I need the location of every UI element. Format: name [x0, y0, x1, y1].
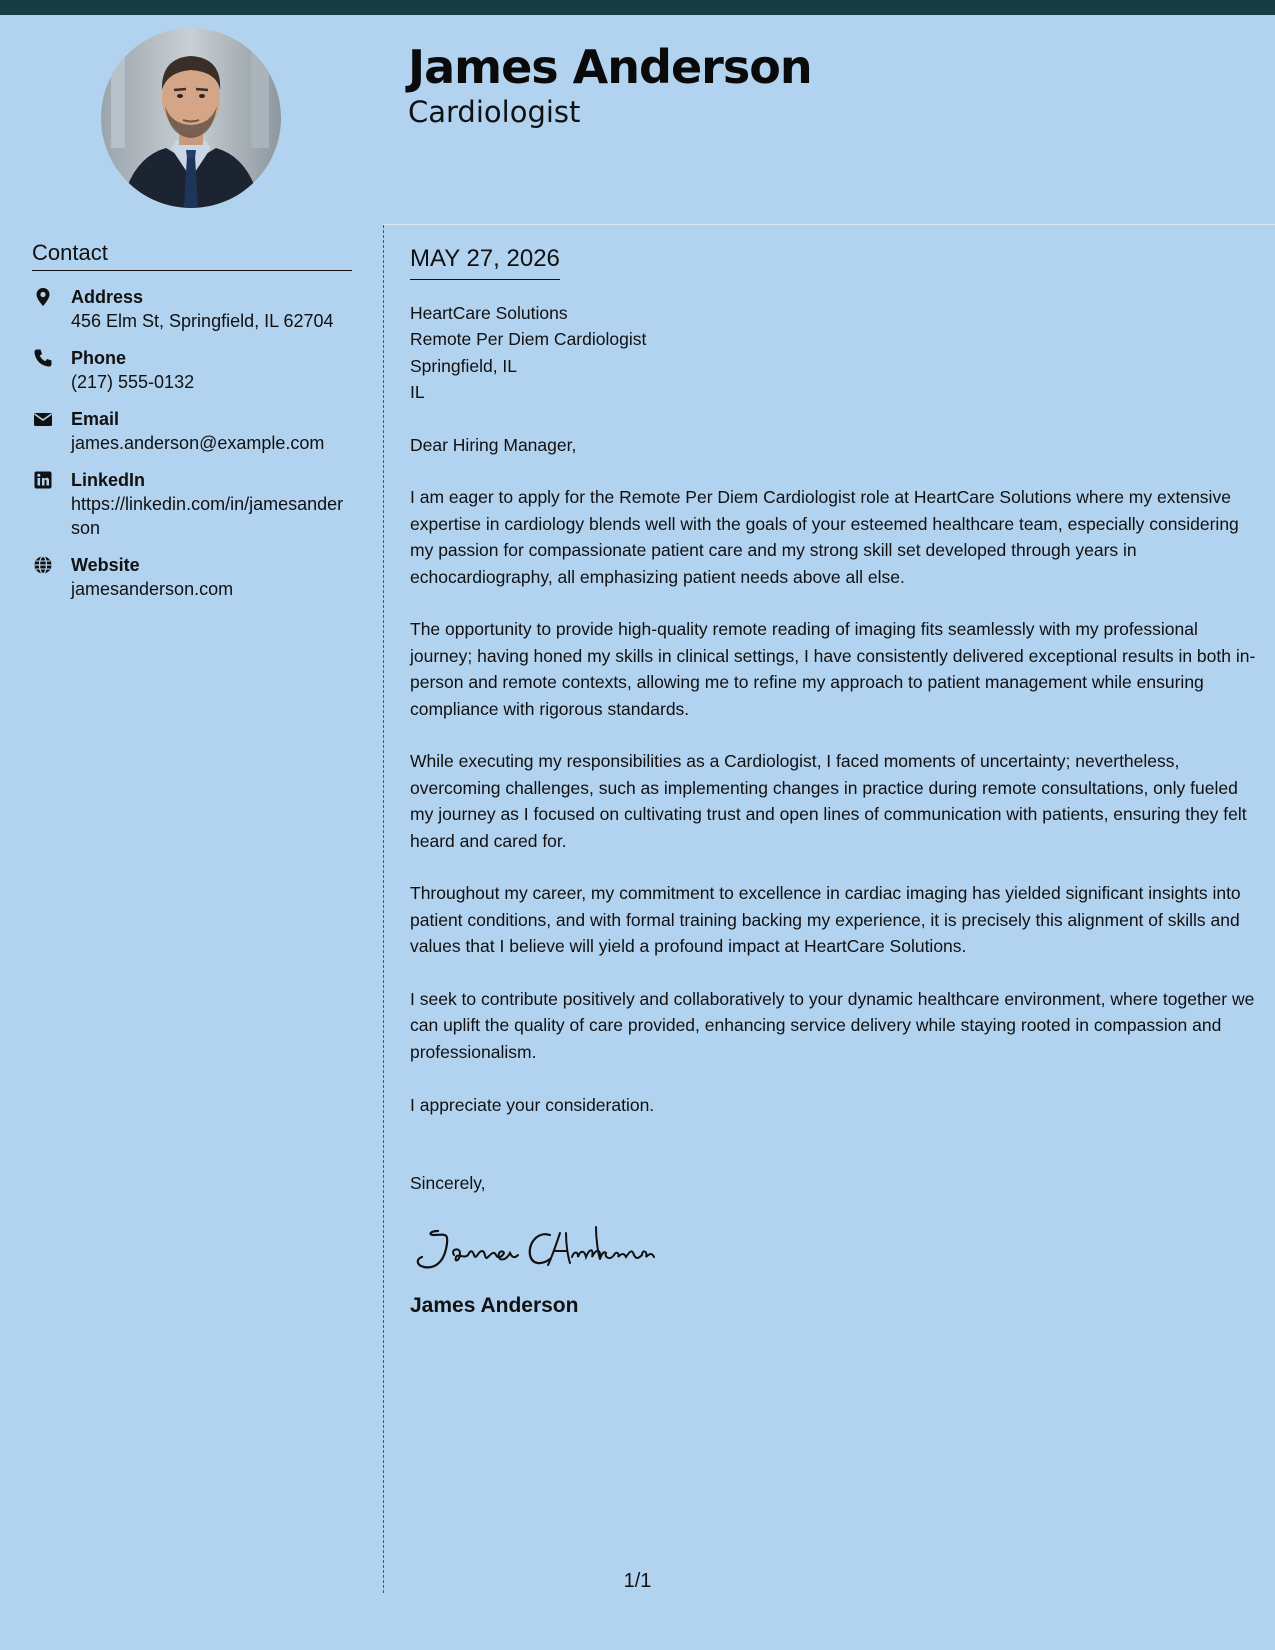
cover-letter-body: [410, 244, 1258, 1319]
globe-icon: [33, 555, 53, 575]
header-divider: [383, 224, 1275, 225]
full-name: James Anderson: [408, 40, 812, 94]
contact-label: Website: [71, 555, 140, 575]
recipient-city: Springfield, IL: [410, 355, 518, 376]
name-block: [408, 42, 812, 128]
contact-value[interactable]: jamesanderson.com: [71, 579, 234, 599]
top-accent-bar: [0, 0, 1275, 15]
contact-linkedin: [32, 468, 352, 540]
body-paragraph: I am eager to apply for the Remote Per Diem Cardiologist role at HeartCare Solutions where my extensive expertise in cardiology blends well with the goals of your esteemed healthcare team, especially considering my passion for compassionate patient care and my strong skill set developed through years in echocardiography, all emphasizing patient needs above all else.: [410, 487, 1239, 587]
phone-icon: [33, 348, 53, 368]
signed-name: James Anderson: [410, 1293, 579, 1317]
contact-heading: Contact: [32, 240, 352, 271]
contact-value[interactable]: https://linkedin.com/in/jamesanderson: [71, 494, 344, 538]
contact-value: 456 Elm St, Springfield, IL 62704: [71, 311, 334, 331]
recipient-state: IL: [410, 382, 425, 403]
contact-address: [32, 285, 352, 333]
linkedin-icon: [33, 470, 53, 490]
profile-photo: [101, 28, 281, 208]
contact-value: (217) 555-0132: [71, 372, 195, 392]
recipient-position: Remote Per Diem Cardiologist: [410, 329, 647, 350]
column-divider: [383, 225, 384, 1593]
page-number: 1/1: [623, 1570, 652, 1592]
contact-sidebar: [32, 240, 352, 614]
body-paragraph: While executing my responsibilities as a Cardiologist, I faced moments of uncertainty; nevertheless, overcoming challenges, such as implementing changes in practice during remote consultations, only fueled my journey as I focused on cultivating trust and open lines of communication with patients, ensuring they felt heard and cared for.: [410, 751, 1247, 851]
greeting: Dear Hiring Manager,: [410, 434, 577, 455]
body-paragraph: The opportunity to provide high-quality remote reading of imaging fits seamlessly with my professional journey; having honed my skills in clinical settings, I have consistently delivered exceptional results in both in-person and remote contexts, allowing me to refine my approach to patient management while ensuring compliance with rigorous standards.: [410, 619, 1256, 719]
recipient-company: HeartCare Solutions: [410, 303, 568, 323]
contact-label: Email: [71, 409, 120, 429]
body-paragraph: I appreciate your consideration.: [410, 1094, 655, 1115]
job-title: Cardiologist: [408, 94, 581, 129]
contact-phone: [32, 346, 352, 394]
body-paragraph: Throughout my career, my commitment to excellence in cardiac imaging has yielded significant insights into patient conditions, and with formal training backing my experience, it is precisely this alignment of skills and values that I believe will yield a profound impact at HeartCare Solutions.: [410, 883, 1241, 957]
contact-label: Address: [71, 287, 144, 307]
handwritten-signature: [410, 1219, 1258, 1279]
contact-value: james.anderson@example.com: [71, 433, 325, 453]
letter-date: MAY 27, 2026: [410, 244, 560, 280]
contact-label: LinkedIn: [71, 470, 146, 490]
contact-label: Phone: [71, 348, 127, 368]
closing: Sincerely,: [410, 1173, 486, 1194]
map-pin-icon: [33, 287, 53, 307]
contact-website: [32, 553, 352, 601]
recipient-block: [410, 300, 1258, 406]
contact-email: [32, 407, 352, 455]
envelope-icon: [33, 409, 53, 429]
body-paragraph: I seek to contribute positively and collaboratively to your dynamic healthcare environment, where together we can uplift the quality of care provided, enhancing service delivery while staying rooted in compassion and professionalism.: [410, 989, 1255, 1062]
